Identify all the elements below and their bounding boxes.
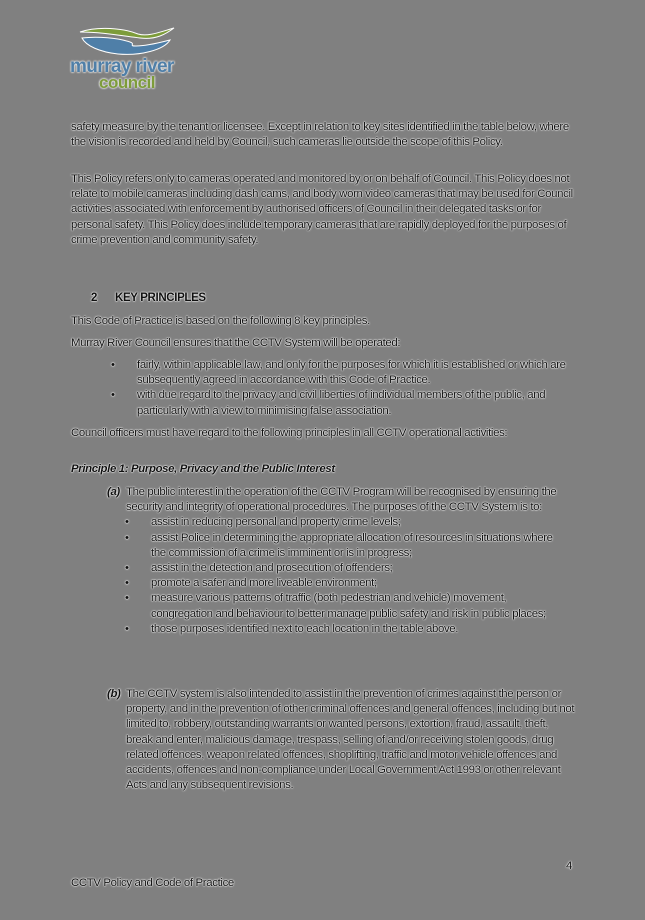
item-b-text: The CCTV system is also intended to assist in the prevention of crimes against the person or property, and in the prevention of other criminal offences and general offences, including but not limited to, robbery, outstanding warrants or wanted persons, extortion, fraud, assault, theft, break and enter, malicious damage, trespass, selling of and/or receiving stolen goods, drug related offences, weapon related offences, shoplifting, traffic and motor vehicle offences and accidents, offences and non-compliance under Local Government Act 1993 or other relevant Acts and any subsequent revisions.: [126, 688, 575, 792]
bullet-icon: •: [125, 622, 129, 635]
list-item: • assist in reducing personal and property crime levels;: [151, 515, 569, 530]
item-a-label: (a): [107, 486, 120, 498]
list-item: • assist in the detection and prosecution of offenders;: [151, 561, 569, 576]
section-heading: [91, 291, 206, 306]
section-title: KEY PRINCIPLES: [115, 292, 206, 304]
item-b-label: (b): [107, 688, 121, 700]
item-b: [107, 687, 577, 793]
bullet-icon: •: [125, 531, 129, 544]
section-number: 2: [91, 292, 98, 304]
list-item: • measure various patterns of traffic (both pedestrian and vehicle) movement, congregation and behaviour to better manage public safety and risk in public places;: [125, 592, 546, 620]
intro-paragraph-2: This Policy refers only to cameras operated and monitored by or on behalf of Council. This Policy does not relate to mobile cameras including dash cams, and body worn video cameras that may be used for Council activities associated with enforcement by authorised officers of Council in their delegated tasks or for personal safety. This Policy does include temporary cameras that are rapidly deployed for the purposes of crime prevention and community safety.: [71, 173, 573, 246]
list-item: • those purposes identified next to each location in the table above.: [151, 622, 569, 637]
footer-title: CCTV Policy and Code of Practice: [71, 877, 234, 889]
logo-text-murray-river: murray river: [70, 56, 174, 77]
bullet-icon: •: [125, 592, 129, 605]
principle-1-heading: Principle 1: Purpose, Privacy and the Public Interest: [71, 463, 335, 475]
list-item: • fairly, within applicable law, and only for the purposes for which it is established or which are subsequently agreed in accordance with this Code of Practice.: [111, 359, 566, 387]
river-swoosh-icon: [78, 24, 178, 60]
basis-paragraph: This Code of Practice is based on the following 8 key principles.: [71, 315, 370, 327]
list-item: • assist Police in determining the appropriate allocation of resources in situations where the commission of a crime is imminent or is in progress;: [125, 531, 553, 559]
intro-paragraph-1: safety measure by the tenant or licensee. Except in relation to key sites identified in the table below, where the vision is recorded and held by Council, such cameras lie outside the scope of this Policy.: [71, 121, 569, 149]
bullet-icon: •: [111, 389, 115, 402]
list-item: • with due regard to the privacy and civil liberties of individual members of the public, and particularly with a view to minimising false association.: [111, 389, 546, 417]
logo-text-council: council: [99, 73, 156, 92]
officers-paragraph: Council officers must have regard to the following principles in all CCTV operational activities:: [71, 427, 508, 439]
item-a: [107, 485, 577, 637]
council-logo: [66, 24, 176, 94]
bullet-icon: •: [125, 516, 129, 529]
list-item: • promote a safer and more liveable environment;: [151, 576, 569, 591]
purposes-bullet-list: [125, 515, 569, 637]
page-number: 4: [566, 860, 572, 872]
bullet-icon: •: [111, 359, 115, 371]
operated-bullet-list: [111, 358, 577, 419]
bullet-icon: •: [125, 577, 129, 590]
bullet-icon: •: [125, 562, 129, 575]
ensures-paragraph: Murray River Council ensures that the CCTV System will be operated:: [71, 337, 401, 349]
item-a-text: The public interest in the operation of the CCTV Program will be recognised by ensuring the security and integrity of operational procedures. The purposes of the CCTV System is to:: [126, 486, 557, 514]
